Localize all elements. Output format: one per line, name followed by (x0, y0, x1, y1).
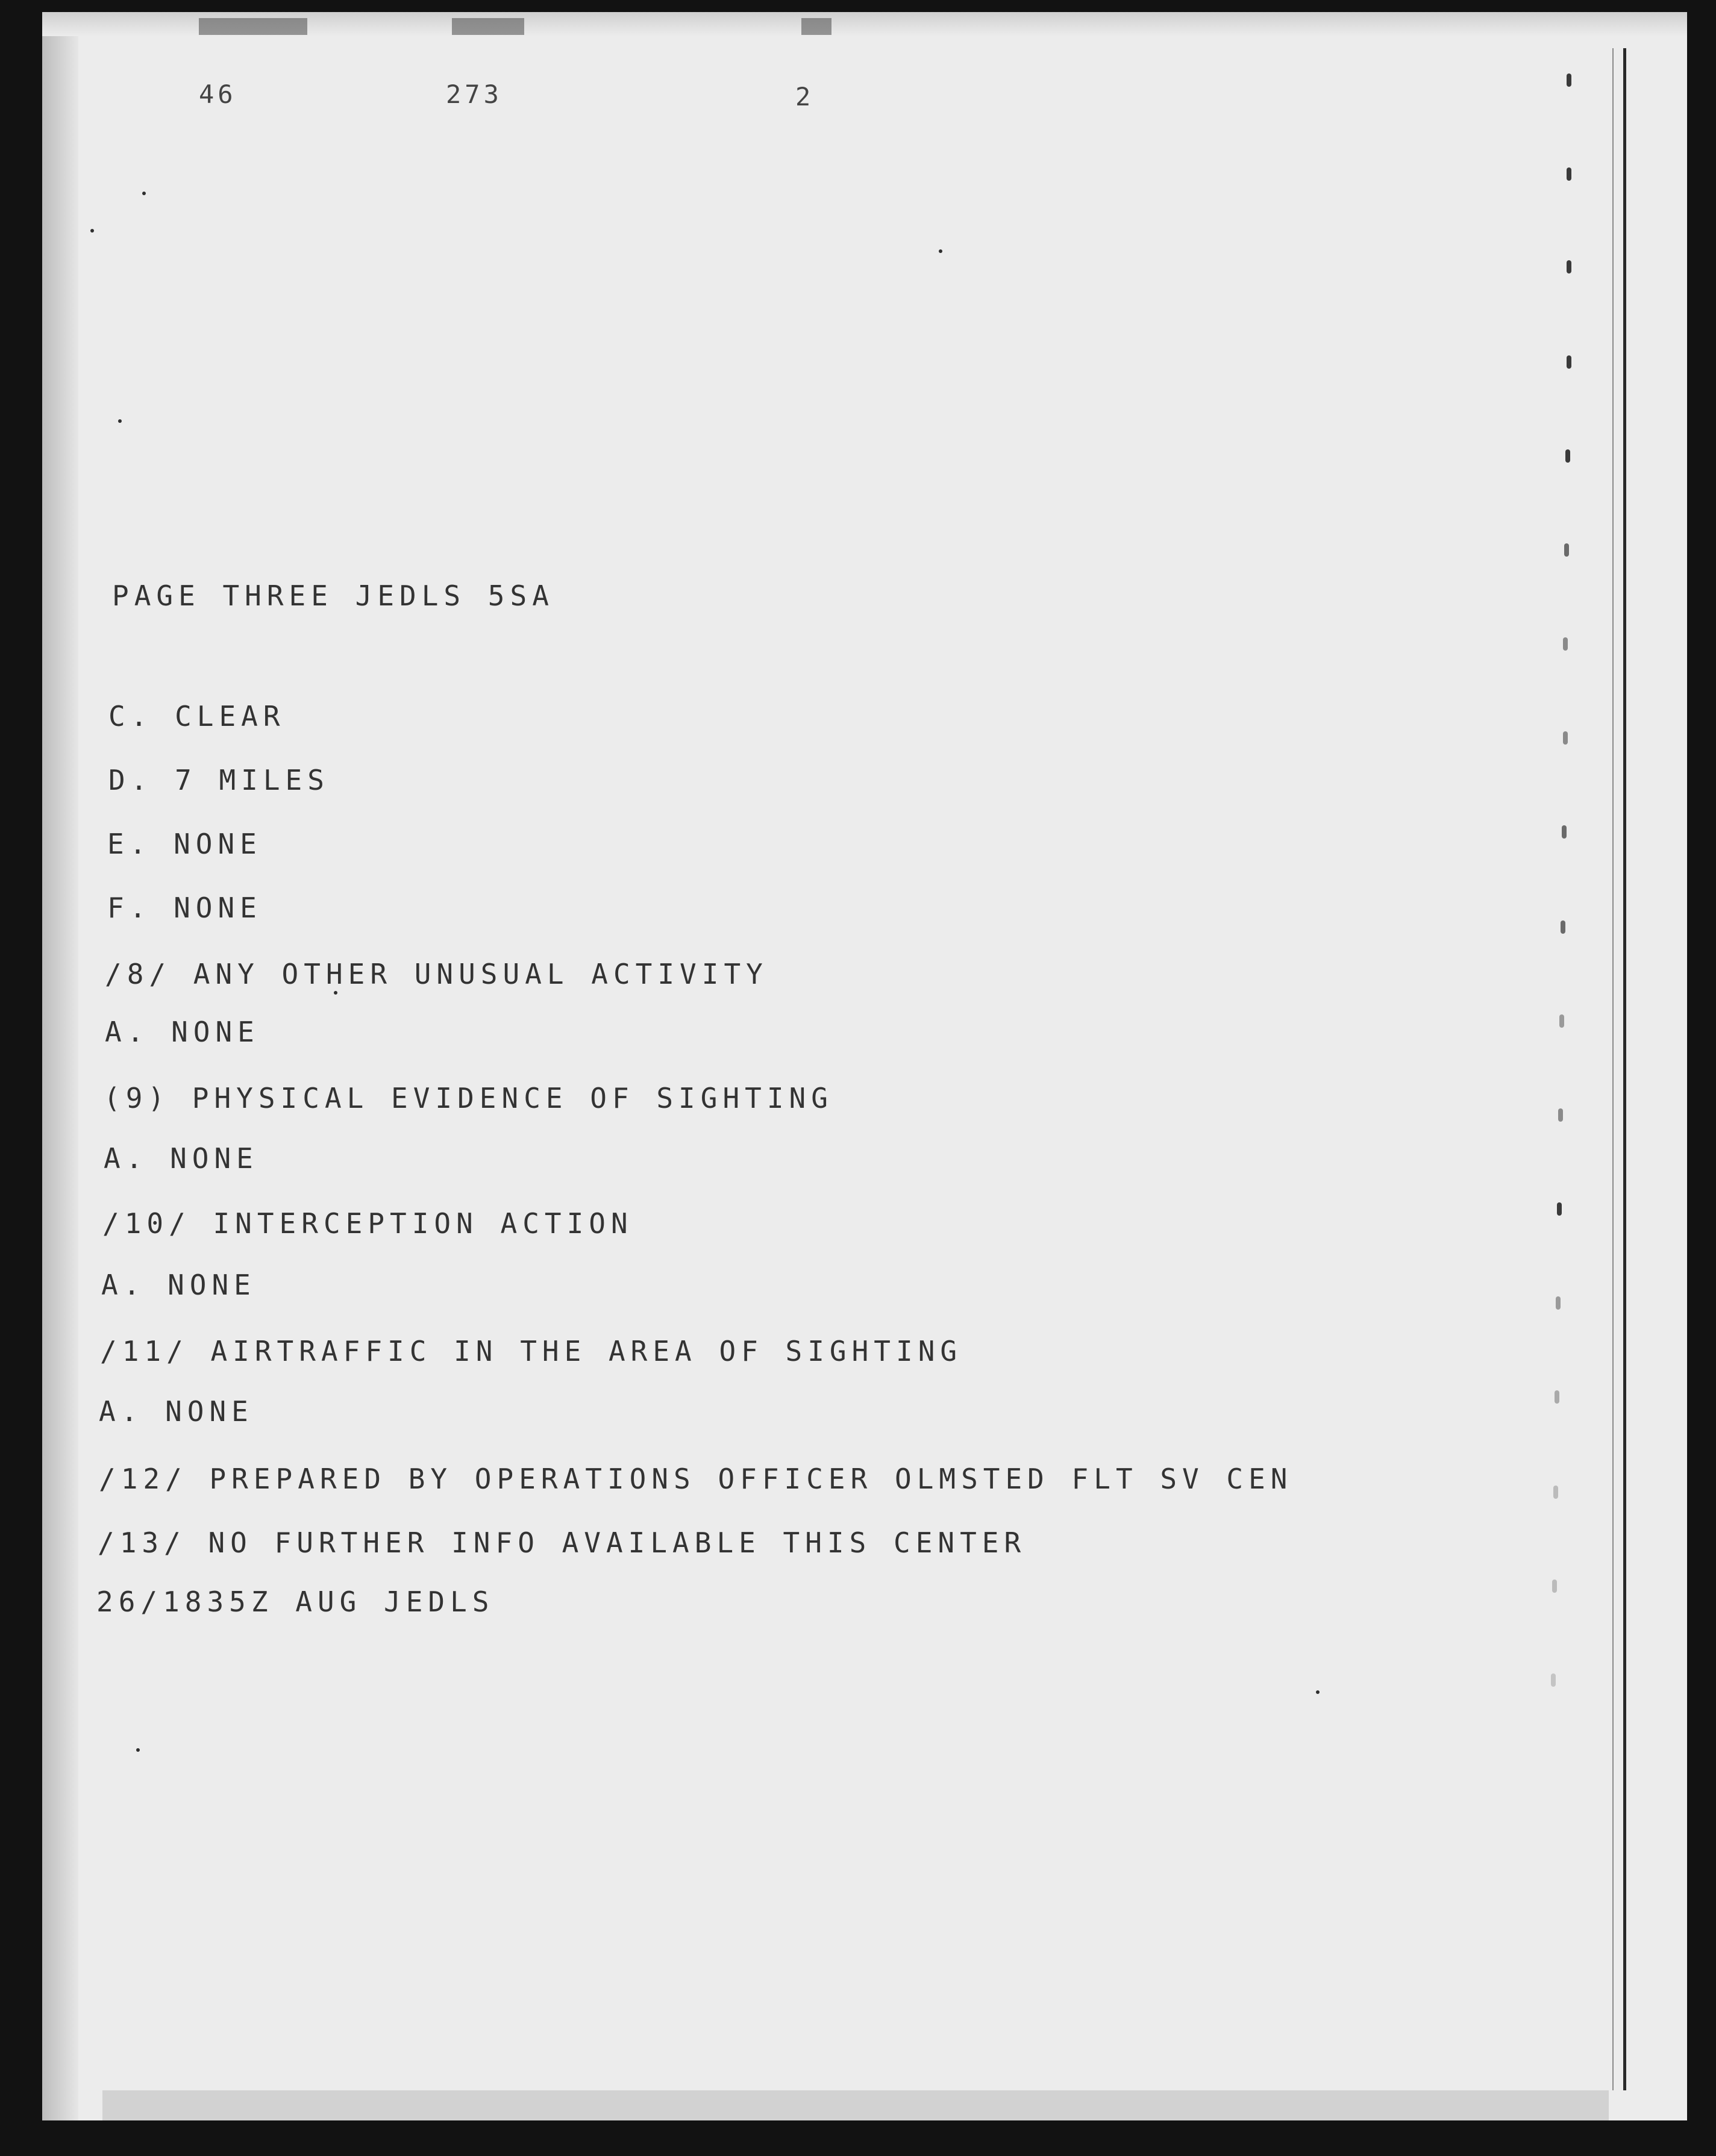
section-9-heading: (9) PHYSICAL EVIDENCE OF SIGHTING (104, 1082, 833, 1114)
margin-mark (1553, 1486, 1558, 1499)
margin-mark (1558, 1108, 1563, 1122)
margin-mark (1565, 449, 1570, 463)
margin-mark (1552, 1580, 1557, 1593)
margin-mark (1559, 1014, 1564, 1028)
margin-mark (1562, 825, 1567, 839)
scan-speck (118, 419, 122, 423)
item-f-none: F. NONE (107, 892, 262, 924)
date-time-group: 26/1835Z AUG JEDLS (96, 1586, 495, 1618)
margin-mark (1551, 1673, 1556, 1687)
scan-speck (90, 229, 94, 233)
section-8-answer: A. NONE (105, 1016, 260, 1048)
top-fragment-col3: 2 (795, 82, 815, 111)
section-11-heading: /11/ AIRTRAFFIC IN THE AREA OF SIGHTING (100, 1335, 963, 1367)
section-8-heading: /8/ ANY OTHER UNUSUAL ACTIVITY (105, 958, 768, 990)
margin-mark (1561, 920, 1565, 934)
margin-mark (1555, 1390, 1559, 1404)
margin-mark (1563, 637, 1568, 651)
margin-mark (1567, 73, 1571, 87)
margin-mark (1563, 731, 1568, 745)
scan-speck (1316, 1690, 1320, 1694)
cut-off-header-fragment (801, 18, 831, 35)
section-13-no-further-info: /13/ NO FURTHER INFO AVAILABLE THIS CENTER (98, 1526, 1027, 1559)
section-12-prepared-by: /12/ PREPARED BY OPERATIONS OFFICER OLMSTED FLT SV CEN (99, 1463, 1293, 1495)
cut-off-header-fragment (452, 18, 524, 35)
top-fragment-col2: 273 (446, 80, 503, 109)
margin-mark (1557, 1202, 1562, 1216)
cut-off-header-fragment (199, 18, 307, 35)
item-d-miles: D. 7 MILES (108, 764, 330, 796)
margin-mark (1564, 543, 1569, 557)
scan-speck (142, 192, 146, 195)
margin-mark (1567, 260, 1571, 273)
top-fragment-col1: 46 (199, 80, 237, 109)
scan-speck (136, 1748, 140, 1752)
right-margin-rule-thin (1612, 48, 1614, 2090)
page-bottom-shadow (102, 2090, 1609, 2120)
scan-speck (939, 249, 942, 253)
scan-speck (334, 991, 337, 995)
margin-mark (1556, 1296, 1561, 1310)
margin-mark (1567, 355, 1571, 369)
page-header: PAGE THREE JEDLS 5SA (112, 580, 554, 612)
section-9-answer: A. NONE (104, 1142, 258, 1175)
document-page (42, 12, 1687, 2120)
section-11-answer: A. NONE (99, 1395, 254, 1428)
item-c-clear: C. CLEAR (108, 700, 286, 733)
section-10-answer: A. NONE (101, 1269, 256, 1301)
item-e-none: E. NONE (107, 828, 262, 860)
right-margin-rule (1623, 48, 1626, 2090)
margin-mark (1567, 167, 1571, 181)
section-10-heading: /10/ INTERCEPTION ACTION (102, 1207, 633, 1240)
page-left-shadow (42, 12, 78, 2120)
